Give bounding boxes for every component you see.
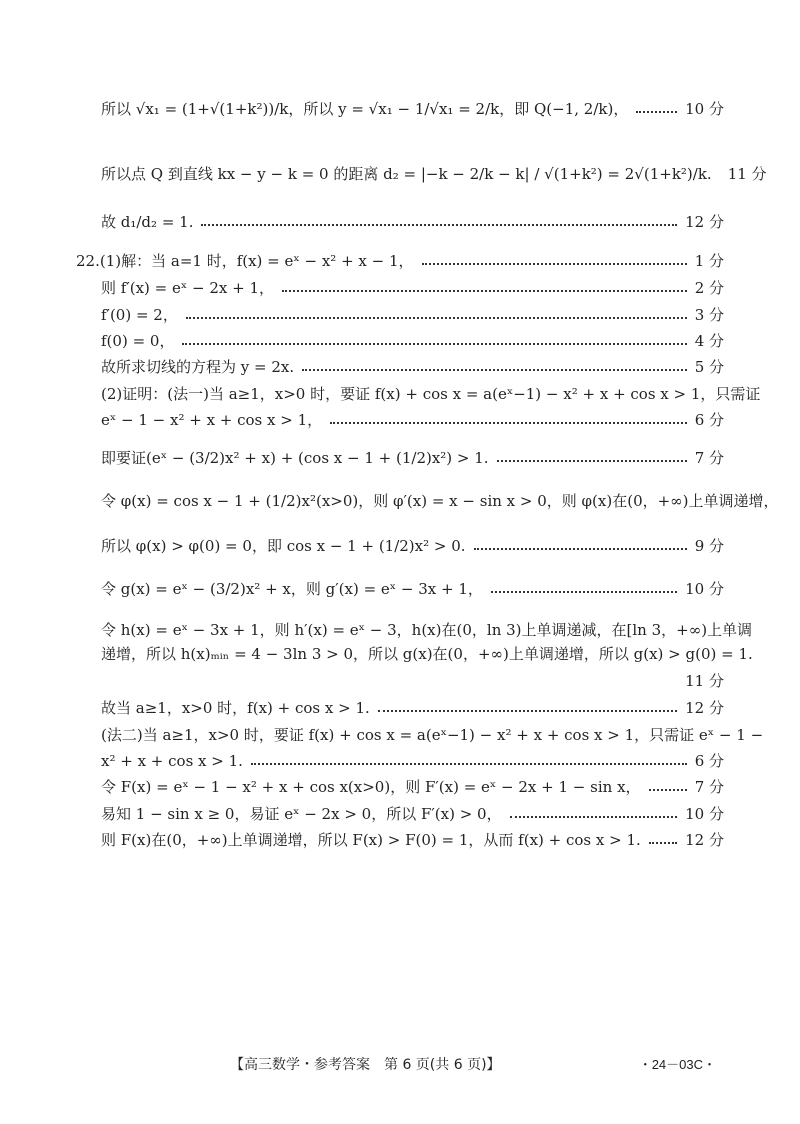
answer-line: f(0) = 0， 4 分 bbox=[101, 332, 724, 350]
score: 10 分 bbox=[685, 100, 724, 118]
leader-dots bbox=[491, 590, 677, 593]
score: 6 分 bbox=[694, 411, 724, 429]
leader-dots bbox=[201, 223, 677, 226]
answer-line: 令 g(x) = eˣ − (3/2)x² + x，则 g′(x) = eˣ − 3x + 1， 10 分 bbox=[101, 580, 724, 598]
answer-line bbox=[101, 672, 724, 691]
answer-line: f′(0) = 2， 3 分 bbox=[101, 306, 724, 324]
leader-dots bbox=[510, 815, 678, 818]
leader-dots bbox=[497, 459, 687, 462]
answer-line: 所以 √x₁ = (1+√(1+k²))/k，所以 y = √x₁ − 1/√x₁ = 2/k，即 Q(−1, 2/k)， 10 分 bbox=[101, 100, 724, 118]
score: 4 分 bbox=[694, 332, 724, 350]
leader-dots bbox=[282, 289, 687, 292]
answer-line: 则 F(x)在(0，+∞)上单调递增，所以 F(x) > F(0) = 1，从而 f(x) + cos x > 1. 12 分 bbox=[101, 831, 724, 849]
answer-line: 故 d₁/d₂ = 1. 12 分 bbox=[101, 213, 724, 231]
score: 10 分 bbox=[685, 580, 724, 598]
score: 1 分 bbox=[694, 252, 724, 270]
leader-dots bbox=[474, 547, 687, 550]
score: 5 分 bbox=[694, 358, 724, 376]
leader-dots bbox=[186, 316, 687, 319]
score: 11 分 bbox=[685, 672, 724, 690]
answer-line: 故当 a≥1，x>0 时，f(x) + cos x > 1. 12 分 bbox=[101, 699, 724, 717]
score: 9 分 bbox=[694, 537, 724, 555]
leader-dots bbox=[649, 841, 677, 844]
answer-line: 故所求切线的方程为 y = 2x. 5 分 bbox=[101, 358, 724, 376]
score: 12 分 bbox=[685, 699, 724, 717]
answer-line: 令 h(x) = eˣ − 3x + 1，则 h′(x) = eˣ − 3，h(x)在(0，ln 3)上单调递减，在[ln 3，+∞)上单调 bbox=[101, 621, 753, 639]
answer-line: 即要证(eˣ − (3/2)x² + x) + (cos x − 1 + (1/2)x²) > 1. 7 分 bbox=[101, 449, 724, 467]
answer-line: 令 F(x) = eˣ − 1 − x² + x + cos x(x>0)，则 F′(x) = eˣ − 2x + 1 − sin x， 7 分 bbox=[101, 778, 724, 796]
leader-dots bbox=[330, 421, 687, 424]
paper-code: ・24－03C・ bbox=[638, 1057, 716, 1072]
score: 7 分 bbox=[694, 449, 724, 467]
answer-line: eˣ − 1 − x² + x + cos x > 1， 6 分 bbox=[101, 411, 724, 429]
answer-line: 易知 1 − sin x ≥ 0，易证 eˣ − 2x > 0，所以 F′(x) > 0， 10 分 bbox=[101, 805, 724, 823]
score: 7 分 bbox=[694, 778, 724, 796]
score: 6 分 bbox=[694, 752, 724, 770]
score: 11 分 bbox=[727, 165, 767, 183]
leader-dots bbox=[422, 262, 687, 265]
leader-dots bbox=[182, 342, 686, 345]
answer-line: 递增，所以 h(x)ₘᵢₙ = 4 − 3ln 3 > 0，所以 g(x)在(0，+∞)上单调递增，所以 g(x) > g(0) = 1. bbox=[101, 645, 753, 663]
score: 2 分 bbox=[694, 279, 724, 297]
leader-dots bbox=[302, 368, 687, 371]
leader-dots bbox=[636, 110, 677, 113]
answer-line: 所以点 Q 到直线 kx − y − k = 0 的距离 d₂ = |−k − 2/k − k| / √(1+k²) = 2√(1+k²)/k. 11 分 bbox=[101, 165, 767, 183]
leader-dots bbox=[378, 709, 677, 712]
answer-line: 所以 φ(x) > φ(0) = 0，即 cos x − 1 + (1/2)x² > 0. 9 分 bbox=[101, 537, 724, 555]
score: 12 分 bbox=[685, 213, 724, 231]
answer-line: 令 φ(x) = cos x − 1 + (1/2)x²(x>0)，则 φ′(x) = x − sin x > 0，则 φ(x)在(0，+∞)上单调递增， bbox=[101, 492, 779, 510]
answer-line: 则 f′(x) = eˣ − 2x + 1， 2 分 bbox=[101, 279, 724, 297]
answer-line: (法二)当 a≥1，x>0 时，要证 f(x) + cos x = a(eˣ−1) − x² + x + cos x > 1，只需证 eˣ − 1 − bbox=[101, 726, 764, 744]
answer-line: (2)证明：(法一)当 a≥1，x>0 时，要证 f(x) + cos x = a(eˣ−1) − x² + x + cos x > 1，只需证 bbox=[101, 385, 761, 403]
page-footer: 【高三数学・参考答案 第 6 页(共 6 页)】 bbox=[230, 1057, 501, 1073]
answer-line: 22.(1)解：当 a=1 时，f(x) = eˣ − x² + x − 1， 1 分 bbox=[76, 252, 724, 270]
leader-dots bbox=[649, 788, 687, 791]
score: 12 分 bbox=[685, 831, 724, 849]
leader-dots bbox=[251, 762, 687, 765]
score: 10 分 bbox=[685, 805, 724, 823]
score: 3 分 bbox=[694, 306, 724, 324]
answer-line: x² + x + cos x > 1. 6 分 bbox=[101, 752, 724, 770]
